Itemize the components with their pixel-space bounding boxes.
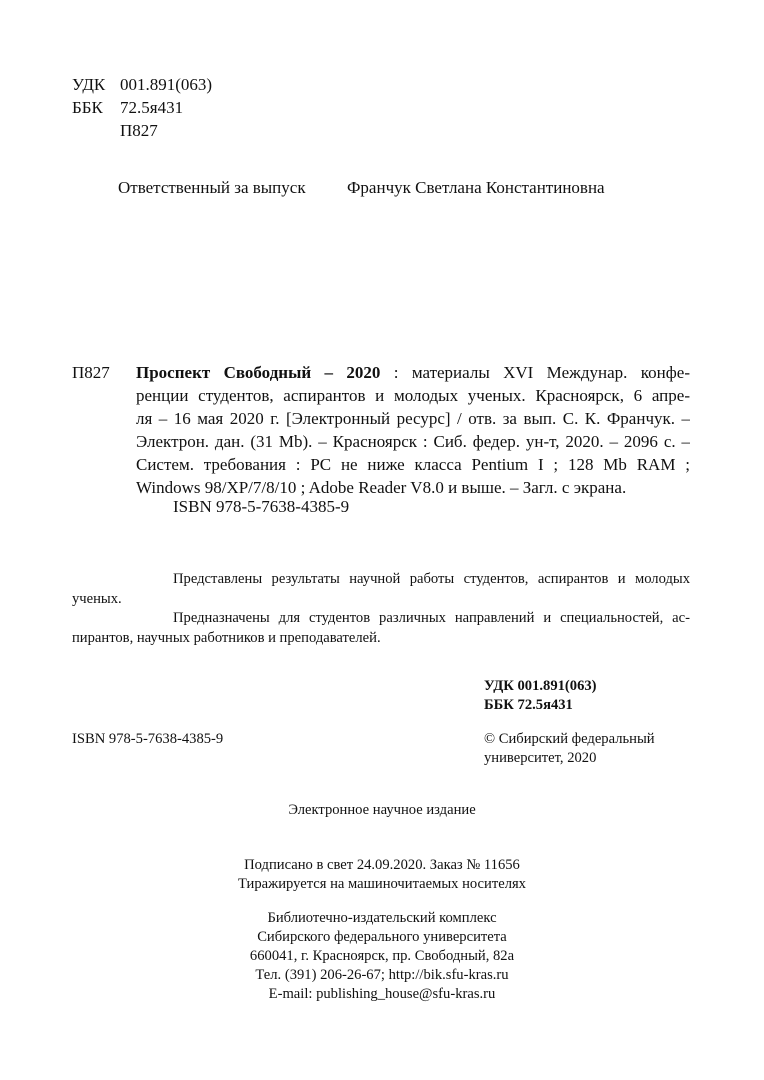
annotation-line: Предназначены для студентов различных направлений и специальностей, ас-: [173, 610, 690, 626]
catalog-line: Систем. требования : PC не ниже класса Pentium I ; 128 Mb RAM ;: [136, 455, 690, 474]
annotation-line: пирантов, научных работников и преподавателей.: [72, 629, 381, 646]
author-code-row: [72, 119, 212, 142]
responsible-label: Ответственный за выпуск: [118, 178, 306, 197]
publisher-address: 660041, г. Красноярск, пр. Свободный, 82а: [249, 948, 515, 964]
isbn-bottom: ISBN 978-5-7638-4385-9: [72, 731, 224, 747]
publisher-line1: Библиотечно-издательский комплекс: [267, 910, 497, 926]
print-info-line2: Тиражируется на машиночитаемых носителях: [238, 876, 526, 892]
annotation-line: ученых.: [72, 590, 122, 607]
catalog-author-code: П827: [72, 363, 110, 382]
udk-row: [72, 73, 212, 96]
udk-label: УДК: [72, 75, 106, 94]
annotation-line: Представлены результаты научной работы студентов, аспирантов и молодых: [173, 571, 690, 587]
copyright-line1: © Сибирский федеральный: [484, 731, 655, 747]
catalog-isbn: ISBN 978-5-7638-4385-9: [173, 497, 350, 516]
copyright-line2: университет, 2020: [484, 750, 597, 766]
print-info-line1: Подписано в свет 24.09.2020. Заказ № 11656: [244, 857, 520, 873]
edition-type: Электронное научное издание: [288, 802, 476, 818]
catalog-description: [136, 361, 690, 499]
right-udk: УДК 001.891(063): [484, 678, 597, 694]
classification-block: [72, 73, 212, 142]
publisher-line2: Сибирского федерального университета: [257, 929, 507, 945]
publisher-phone: Тел. (391) 206-26-67; http://bik.sfu-kras.ru: [255, 967, 509, 983]
catalog-line: Электрон. дан. (31 Mb). – Красноярск : Сиб. федер. ун-т, 2020. – 2096 с. –: [136, 432, 690, 451]
catalog-line: [136, 361, 690, 384]
bbk-value: 72.5я431: [120, 98, 184, 117]
author-code: П827: [120, 121, 158, 140]
publisher-email: E-mail: publishing_house@sfu-kras.ru: [268, 986, 496, 1002]
catalog-line: ренции студентов, аспирантов и молодых ученых. Красноярск, 6 апре-: [136, 386, 690, 405]
responsible-name: Франчук Светлана Константиновна: [347, 178, 605, 197]
catalog-line-text: : материалы XVI Междунар. конфе-: [380, 363, 690, 382]
right-codes: [484, 677, 597, 715]
bbk-label: ББК: [72, 98, 103, 117]
bbk-row: [72, 96, 212, 119]
udk-value: 001.891(063): [120, 75, 213, 94]
catalog-title: Проспект Свободный – 2020: [136, 363, 381, 382]
right-bbk: ББК 72.5я431: [484, 697, 573, 713]
catalog-line: Windows 98/XP/7/8/10 ; Adobe Reader V8.0 и выше. – Загл. с экрана.: [136, 478, 627, 497]
annotation: [72, 570, 690, 648]
catalog-line: ля – 16 мая 2020 г. [Электронный ресурс] / отв. за вып. С. К. Франчук. –: [136, 409, 690, 428]
copyright: [484, 730, 655, 768]
